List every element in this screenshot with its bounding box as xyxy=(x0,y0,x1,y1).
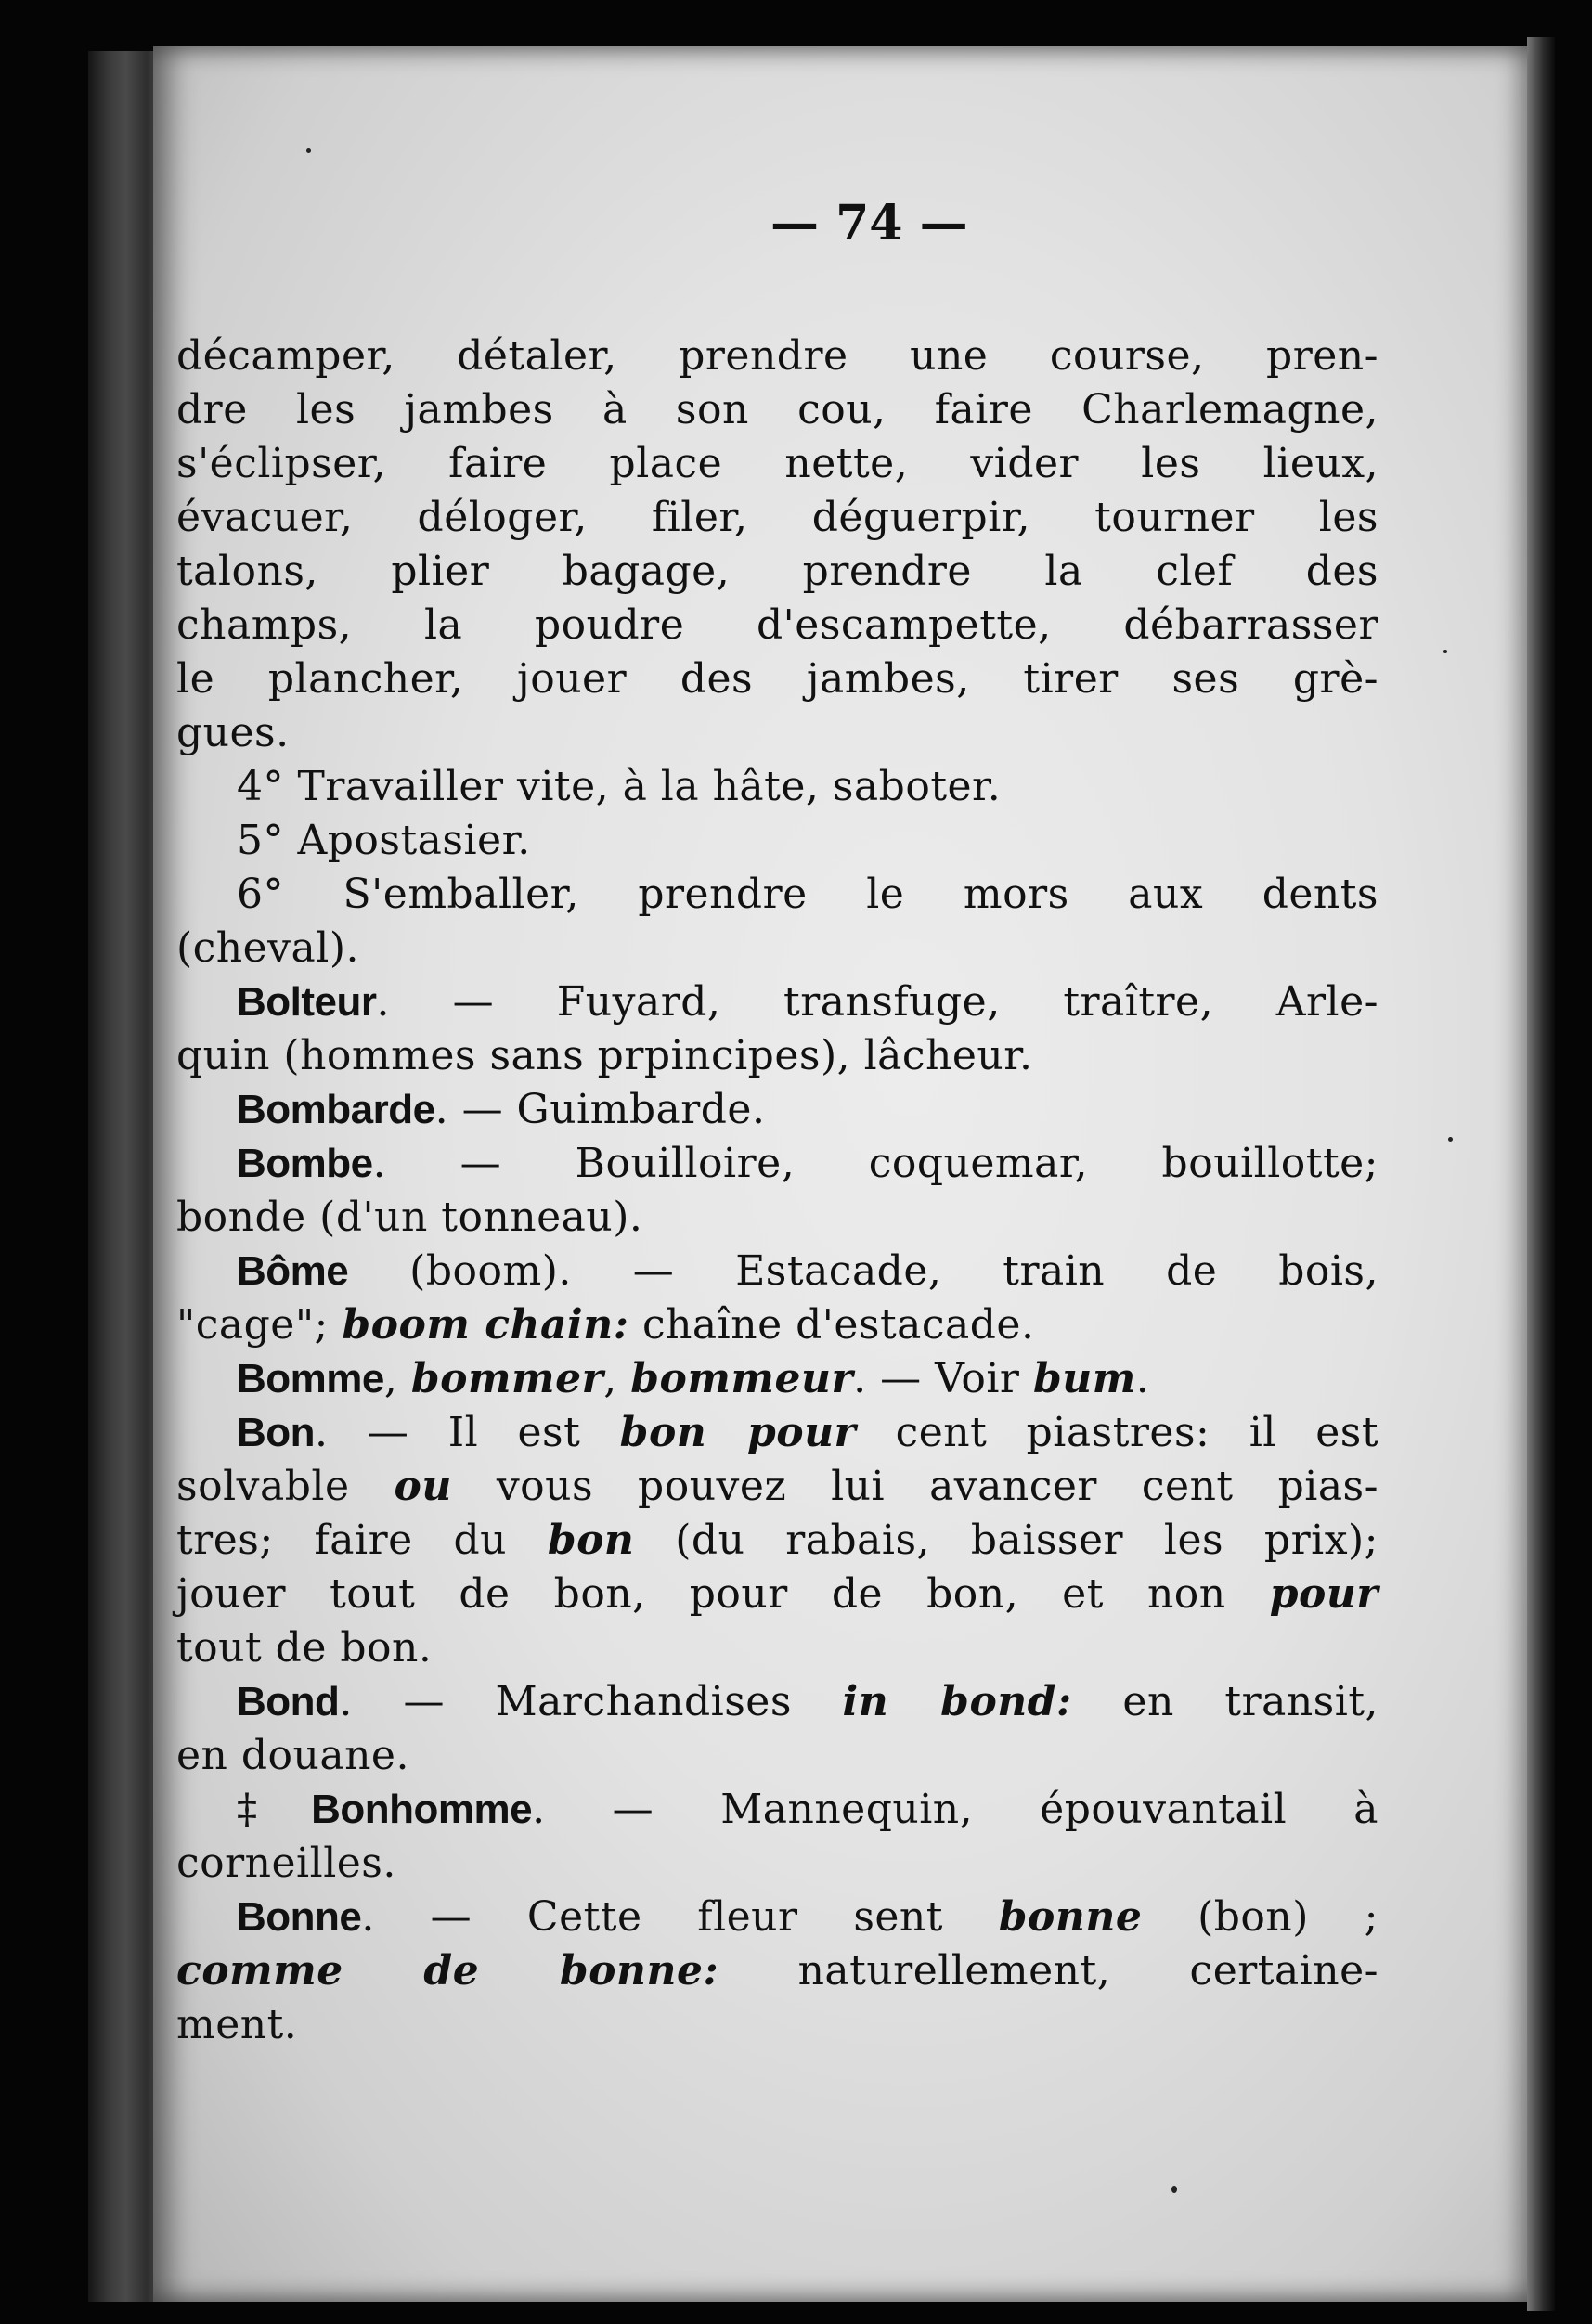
text-line: 4° Travailler vite, à la hâte, saboter. xyxy=(237,763,1002,810)
entry-headword: Bonhomme xyxy=(311,1787,533,1832)
text-line: décamper, détaler, prendre une course, pren- xyxy=(176,332,1378,380)
dust-speck xyxy=(1448,1137,1453,1142)
dictionary-entry-bonhomme xyxy=(237,1783,1378,1837)
text-line: tout de bon. xyxy=(176,1624,433,1672)
entry-italic-term: comme de bonne: xyxy=(176,1947,719,1995)
entry-italic-term: ou xyxy=(394,1463,452,1510)
entry-italic-term: bon xyxy=(547,1517,635,1564)
dictionary-entry-bonne xyxy=(237,1891,1378,1944)
text-line xyxy=(176,1568,1378,1621)
entry-definition: . — Fuyard, transfuge, traître, Arle- xyxy=(376,978,1378,1026)
entry-text: . xyxy=(1135,1355,1150,1402)
dictionary-entry-bome xyxy=(237,1245,1378,1298)
entry-italic-term: bonne xyxy=(998,1893,1143,1941)
entry-definition: . — Bouilloire, coquemar, bouillotte; xyxy=(372,1140,1378,1187)
entry-text: "cage"; xyxy=(176,1301,343,1349)
entry-text: . — Cette fleur sent xyxy=(361,1893,999,1941)
entry-headword: Bolteur xyxy=(237,979,377,1025)
text-line: corneilles. xyxy=(176,1840,396,1887)
entry-italic-term: bon pour xyxy=(619,1409,857,1456)
entry-italic-term: bum xyxy=(1032,1355,1136,1402)
entry-definition: . — Mannequin, épouvantail à xyxy=(532,1786,1379,1833)
text-line: (cheval). xyxy=(176,924,359,972)
text-line xyxy=(176,1944,1378,1998)
dust-speck xyxy=(1443,650,1447,653)
dictionary-entry-bond xyxy=(237,1675,1378,1729)
entry-text: naturellement, certaine- xyxy=(718,1947,1378,1995)
text-line xyxy=(176,1514,1378,1568)
entry-text: vous pouvez lui avancer cent pias- xyxy=(451,1463,1379,1510)
entry-italic-term: pour xyxy=(1269,1570,1378,1618)
entry-text: en transit, xyxy=(1071,1678,1378,1725)
text-line: 5° Apostasier. xyxy=(237,817,531,864)
entry-text: . — Marchandises xyxy=(339,1678,843,1725)
entry-italic-term: in bond: xyxy=(842,1678,1072,1725)
page-number: — 74 — xyxy=(770,195,968,252)
page-edge xyxy=(1527,37,1555,2311)
entry-text: (du rabais, baisser les prix); xyxy=(634,1517,1378,1564)
text-line xyxy=(176,1298,1378,1352)
entry-definition: (boom). — Estacade, train de bois, xyxy=(348,1247,1378,1295)
entry-italic-term: bommer xyxy=(410,1355,604,1402)
entry-italic-term: bommeur xyxy=(630,1355,854,1402)
text-line: bonde (d'un tonneau). xyxy=(176,1194,643,1241)
entry-headword: Bôme xyxy=(237,1248,349,1294)
dictionary-entry-bomme xyxy=(237,1352,1378,1406)
dictionary-entry-bombe xyxy=(237,1137,1378,1191)
entry-headword: Bomme xyxy=(237,1356,384,1401)
text-line xyxy=(176,1460,1378,1514)
dust-speck xyxy=(1171,2186,1177,2193)
dust-speck xyxy=(306,148,311,153)
entry-text: jouer tout de bon, pour de bon, et non xyxy=(176,1570,1270,1618)
entry-headword: Bond xyxy=(237,1679,340,1724)
text-line: le plancher, jouer des jambes, tirer ses grè- xyxy=(176,655,1378,703)
text-line: évacuer, déloger, filer, déguerpir, tourner les xyxy=(176,494,1378,541)
entry-italic-term: boom chain: xyxy=(342,1301,629,1349)
text-line: talons, plier bagage, prendre la clef des xyxy=(176,548,1378,595)
text-line: dre les jambes à son cou, faire Charlemagne, xyxy=(176,386,1378,433)
text-line: champs, la poudre d'escampette, débarrasser xyxy=(176,601,1378,649)
entry-text: , xyxy=(603,1355,631,1402)
entry-headword: Bonne xyxy=(237,1894,362,1940)
entry-headword: Bombe xyxy=(237,1141,373,1186)
dictionary-entry-bolteur xyxy=(237,975,1378,1029)
entry-text: (bon) ; xyxy=(1142,1893,1378,1941)
entry-text: solvable xyxy=(176,1463,395,1510)
dictionary-entry-bombarde xyxy=(237,1083,1378,1137)
dictionary-entry-bon xyxy=(237,1406,1378,1460)
entry-headword: Bombarde xyxy=(237,1087,435,1132)
text-line: s'éclipser, faire place nette, vider les lieux, xyxy=(176,440,1378,487)
entry-text: tres; faire du xyxy=(176,1517,548,1564)
entry-text: cent piastres: il est xyxy=(856,1409,1378,1456)
text-line: en douane. xyxy=(176,1732,409,1779)
entry-text: , xyxy=(383,1355,411,1402)
text-line: gues. xyxy=(176,709,290,756)
entry-headword: Bon xyxy=(237,1410,316,1455)
entry-text: chaîne d'estacade. xyxy=(628,1301,1035,1349)
entry-text: . — Il est xyxy=(315,1409,620,1456)
text-line: ment. xyxy=(176,2001,298,2048)
double-dagger-mark: ‡ xyxy=(237,1786,312,1833)
entry-text: . — Voir xyxy=(853,1355,1033,1402)
entry-definition: . — Guimbarde. xyxy=(434,1086,766,1133)
text-line: 6° S'emballer, prendre le mors aux dents xyxy=(237,871,1378,918)
text-line: quin (hommes sans prpincipes), lâcheur. xyxy=(176,1032,1033,1079)
